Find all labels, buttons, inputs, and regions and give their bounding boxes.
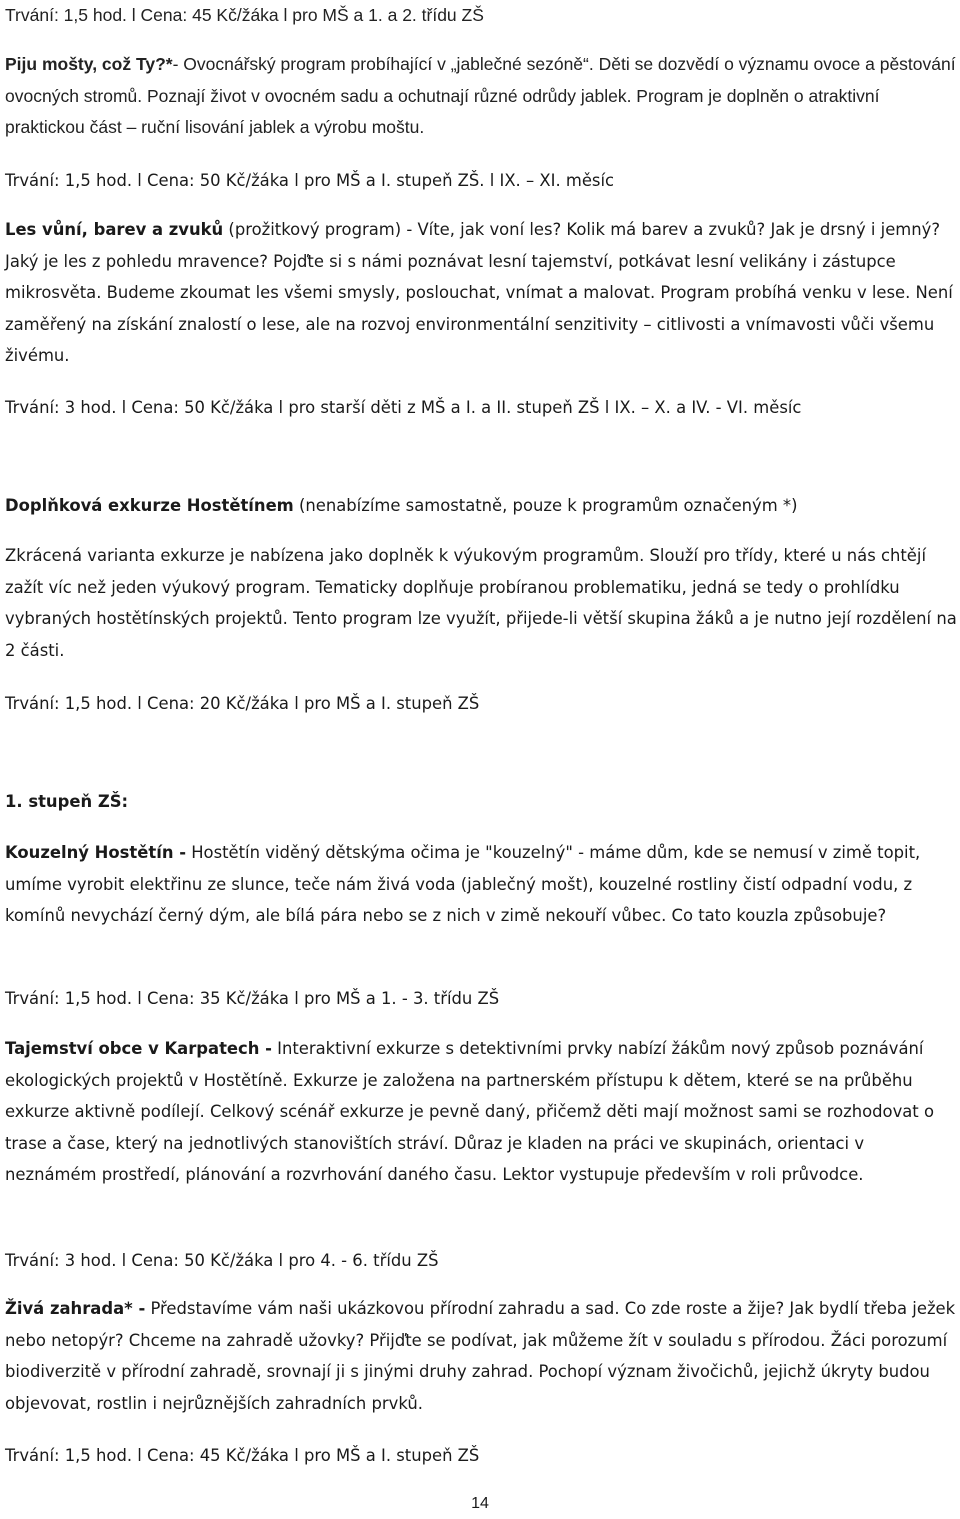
text-run: Trvání: 1,5 hod. l Cena: 50 Kč/žáka l pro MŠ a I. stupeň ZŠ. l IX. – XI. měsíc <box>5 171 615 190</box>
text-block-d4 <box>5 688 957 720</box>
bold-title: Les vůní, barev a zvuků <box>5 220 224 239</box>
text-block-p5 <box>5 837 957 932</box>
bold-title: Doplňková exkurze Hostětínem <box>5 496 294 515</box>
bold-title: Kouzelný Hostětín - <box>5 843 186 862</box>
text-run: Trvání: 1,5 hod. l Cena: 20 Kč/žáka l pro MŠ a I. stupeň ZŠ <box>5 694 480 713</box>
text-block-d2 <box>5 165 957 197</box>
text-block-d7 <box>5 1440 957 1472</box>
text-block-d5 <box>5 983 957 1015</box>
text-block-d3 <box>5 392 957 424</box>
text-run: Interaktivní exkurze s detektivními prvky nabízí žákům nový způsob poznávání ekologických projektů v Hostětíně. Exkurze je založena na partnerském přístupu k dětem, které se na průběhu exkurze aktivně podílejí. Celkový scénář exkurze je pevně daný, přičemž děti mají možnost sami se rozhodovat o trase a čase, který na jednotlivých stanovištích stráví. Důraz je kladen na práci ve skupinách, orientaci v neznámém prostředí, plánování a rozvrhování daného času. Lektor vystupuje především v roli průvodce. <box>5 1039 934 1184</box>
text-run: Trvání: 1,5 hod. l Cena: 45 Kč/žáka l pro MŠ a 1. a 2. třídu ZŠ <box>5 5 484 25</box>
text-run: Zkrácená varianta exkurze je nabízena jako doplněk k výukovým programům. Slouží pro třídy, které u nás chtějí zažít víc než jeden výukový program. Tematicky doplňuje probíranou problematiku, jedná se tedy o prohlídku vybraných hostětínských projektů. Tento program lze využít, přijede-li větší skupina žáků a je nutno její rozdělení na 2 části. <box>5 546 957 660</box>
text-run: Trvání: 1,5 hod. l Cena: 35 Kč/žáka l pro MŠ a 1. - 3. třídu ZŠ <box>5 989 500 1008</box>
text-block-d6 <box>5 1245 957 1277</box>
text-block-h1 <box>5 786 957 818</box>
text-run: Hostětín viděný dětskýma očima je "kouzelný" - máme dům, kde se nemusí v zimě topit, umíme vyrobit elektřinu ze slunce, teče nám živá voda (jablečný mošt), kouzelné rostliny čistí odpadní vodu, z komínů nevychází černý dým, ale bílá pára nebo se z nich v zimě nekouří vůbec. Co tato kouzla způsobuje? <box>5 843 921 925</box>
text-run: - Ovocnářský program probíhající v „jablečné sezóně“. Děti se dozvědí o významu ovoce a pěstování ovocných stromů. Poznají život v ovocném sadu a ochutnají různé odrůdy jablek. Program je doplněn o atraktivní praktickou část – ruční lisování jablek a výrobu moštu. <box>5 54 956 137</box>
text-run: (nenabízíme samostatně, pouze k programům označeným *) <box>293 496 798 515</box>
page-number: 14 <box>471 1495 489 1512</box>
text-block-p3 <box>5 490 957 522</box>
bold-title: Tajemství obce v Karpatech - <box>5 1039 272 1058</box>
text-block-p1 <box>5 49 957 144</box>
text-run: Představíme vám naši ukázkovou přírodní zahradu a sad. Co zde roste a žije? Jak bydlí třeba ježek nebo netopýr? Chceme na zahradě užovky? Přijďte se podívat, jak můžeme žít v souladu s přírodou. Žáci porozumí biodiverzitě v přírodní zahradě, srovnají ji s jinými druhy zahrad. Pochopí význam živočichů, jejichž úkryty budou objevovat, rostlin i nejrůznějších zahradních prvků. <box>5 1299 956 1413</box>
text-run: Trvání: 3 hod. l Cena: 50 Kč/žáka l pro 4. - 6. třídu ZŠ <box>5 1251 439 1270</box>
text-run: Trvání: 1,5 hod. l Cena: 45 Kč/žáka l pro MŠ a I. stupeň ZŠ <box>5 1446 480 1465</box>
text-block-p2 <box>5 214 957 372</box>
text-block-d1 <box>5 0 957 32</box>
text-block-p7 <box>5 1293 957 1419</box>
text-run: (prožitkový program) - Víte, jak voní les? Kolik má barev a zvuků? Jak je drsný i jemný? Jaký je les z pohledu mravence? Pojďte si s námi poznávat lesní tajemství, potkávat lesní velikány i zástupce mikrosvěta. Budeme zkoumat les všemi smysly, poslouchat, vnímat a malovat. Program probíhá venku v lese. Není zaměřený na získání znalostí o lese, ale na rozvoj environmentální senzitivity – citlivosti a vnímavosti vůči všemu živému. <box>5 220 953 365</box>
bold-title: Piju mošty, což Ty?* <box>5 54 173 74</box>
text-block-p6 <box>5 1033 957 1191</box>
bold-title: 1. stupeň ZŠ: <box>5 792 129 811</box>
bold-title: Živá zahrada* - <box>5 1299 146 1318</box>
text-block-p4 <box>5 540 957 666</box>
text-run: Trvání: 3 hod. l Cena: 50 Kč/žáka l pro starší děti z MŠ a I. a II. stupeň ZŠ l IX. – X. a IV. - VI. měsíc <box>5 398 802 417</box>
